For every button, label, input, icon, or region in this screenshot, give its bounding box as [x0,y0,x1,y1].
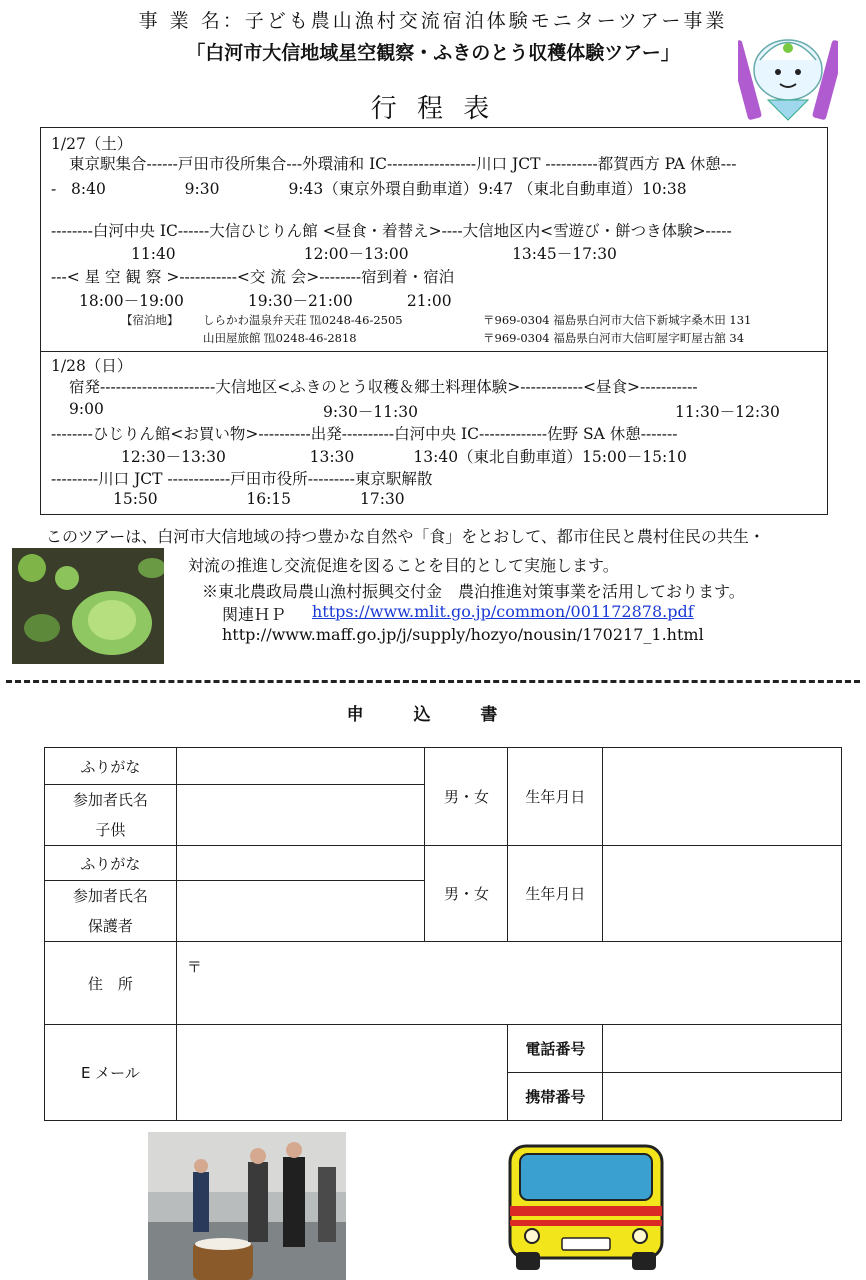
schedule-day2 [40,350,828,515]
lodging-label: 【宿泊地】 [121,313,179,327]
child-birthdate-field[interactable] [603,748,842,846]
participant-name-label: 参加者氏名 [72,887,148,905]
day1-times-1: - 8:40 9:30 9:43（東京外環自動車道）9:47 （東北自動車道）10:38 [51,180,687,198]
maff-url: http://www.maff.go.jp/j/supply/hozyo/nousin/170217_1.html [222,625,704,644]
day2-date: 1/28（日） [51,357,133,375]
inn1-address: 〒969-0304 福島県白河市大信下新城字桑木田 131 [483,313,752,327]
application-form-title: 申 込 書 [346,705,520,725]
fukinotou-photo [12,548,164,664]
related-label: 関連ＨＰ [222,605,287,624]
address-field[interactable] [176,942,841,1025]
guardian-birthdate-label: 生年月日 [508,846,603,942]
inn1-name: しらかわ温泉弁天荘 ℡0248-46-2505 [203,313,403,327]
day1-times-2: 11:40 12:00－13:00 13:45－17:30 [131,245,617,263]
child-name-label [45,785,177,846]
day2-times-3: 15:50 16:15 17:30 [113,490,405,508]
day2-route-3: ---------川口 JCT ------------戸田市役所---------東京駅解散 [51,470,433,488]
child-birthdate-label: 生年月日 [508,748,603,846]
day1-route-3: ---< 星 空 観 察 >-----------<交 流 会>--------宿到着・宿泊 [51,268,455,286]
tour-name: 「白河市大信地域星空観察・ふきのとう収穫体験ツアー」 [186,42,680,64]
project-name: 事 業 名：子ども農山漁村交流宿泊体験モニターツアー事業 [138,10,728,32]
mochi-pounding-photo [148,1132,346,1280]
day2-time-1c: 11:30－12:30 [675,403,780,421]
child-furigana-label: ふりがな [45,748,177,785]
cut-line [6,680,860,683]
postal-mark: 〒 [186,958,202,976]
guardian-name-field[interactable] [176,881,425,942]
mlit-link[interactable]: https://www.mlit.go.jp/common/001172878.pdf [312,602,694,621]
day1-route-2: --------白河中央 IC------大信ひじりん館 <昼食・着替え>----大信地区内<雪遊び・餅つき体験>----- [51,222,732,240]
guardian-label: 保護者 [87,917,133,935]
description-line2: 対流の推進し交流促進を図ることを目的として実施します。 [188,556,619,575]
mascot-illustration [738,20,838,130]
day2-route-1: 宿発----------------------大信地区<ふきのとう収穫＆郷土料理体験>------------<昼食>----------- [69,378,698,396]
day2-route-2: --------ひじりん館<お買い物>----------出発----------白河中央 IC-------------佐野 SA 休憩------- [51,425,678,443]
email-label: E メール [45,1025,177,1121]
child-gender-field[interactable]: 男・女 [425,748,508,846]
phone-field[interactable] [603,1025,842,1073]
child-label: 子供 [95,821,126,839]
inn2-name: 山田屋旅館 ℡0248-46-2818 [203,331,357,345]
application-form-table [44,747,842,1121]
email-field[interactable] [176,1025,508,1121]
day2-time-1a: 9:00 [69,400,104,418]
phone-label: 電話番号 [508,1025,603,1073]
guardian-gender-field[interactable]: 男・女 [425,846,508,942]
child-name-field[interactable] [176,785,425,846]
child-furigana-field[interactable] [176,748,425,785]
inn2-address: 〒969-0304 福島県白河市大信町屋字町屋古舘 34 [483,331,745,345]
guardian-name-label [45,881,177,942]
bus-illustration [502,1140,670,1274]
mobile-field[interactable] [603,1073,842,1121]
subsidy-note: ※東北農政局農山漁村振興交付金 農泊推進対策事業を活用しております。 [202,582,745,601]
schedule-title: 行 程 表 [370,94,496,124]
schedule-day1 [40,127,828,352]
description-line1: このツアーは、白河市大信地域の持つ豊かな自然や「食」をとおして、都市住民と農村住民の共生・ [46,527,765,546]
day2-times-2: 12:30－13:30 13:30 13:40（東北自動車道）15:00－15:10 [121,448,687,466]
mobile-label: 携帯番号 [508,1073,603,1121]
day1-route-1: 東京駅集合------戸田市役所集合---外環浦和 IC-----------------川口 JCT ----------都賀西方 PA 休憩--- [69,155,737,173]
guardian-furigana-label: ふりがな [45,846,177,881]
participant-name-label: 参加者氏名 [72,791,148,809]
day1-times-3: 18:00－19:00 19:30－21:00 21:00 [79,292,452,310]
guardian-birthdate-field[interactable] [603,846,842,942]
guardian-furigana-field[interactable] [176,846,425,881]
address-label: 住 所 [45,942,177,1025]
day1-date: 1/27（土） [51,135,133,153]
day2-time-1b: 9:30－11:30 [323,403,418,421]
